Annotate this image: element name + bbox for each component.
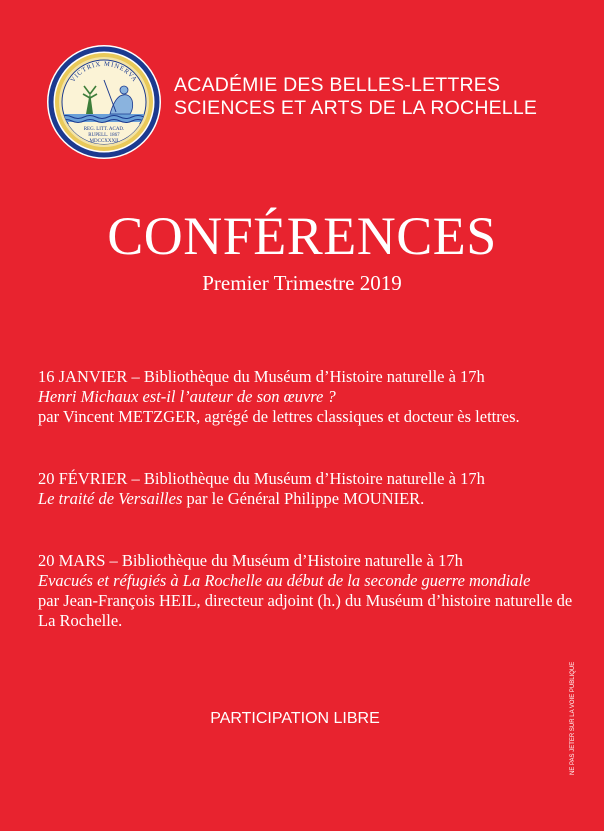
page-title: CONFÉRENCES [107,206,497,266]
seal-inscription-1: REG. LITT. ACAD. [83,127,125,132]
conference-title: Henri Michaux est-il l’auteur de son œuvre ? [38,387,336,406]
conference-date-place: 20 MARS – Bibliothèque du Muséum d’Histoire naturelle à 17h [38,551,463,570]
conference-item [38,469,578,509]
conference-item [38,367,578,427]
side-disclaimer-text: NE PAS JETER SUR LA VOIE PUBLIQUE [570,661,576,775]
academy-seal-logo [46,44,162,160]
conference-list [38,367,578,673]
academy-name-line-1: ACADÉMIE DES BELLES-LETTRES [174,74,501,96]
page-subtitle: Premier Trimestre 2019 [202,271,402,295]
conference-title: Evacués et réfugiés à La Rochelle au début de la seconde guerre mondiale [38,571,531,590]
conference-speaker: par Vincent METZGER, agrégé de lettres classiques et docteur ès lettres. [38,407,520,426]
academy-name [174,74,537,120]
conference-title-line [38,489,578,509]
conference-speaker: par le Général Philippe MOUNIER. [182,489,425,508]
seal-inscription-3: MDCCXXXII [89,139,119,144]
seal-motto: VICTRIX MINERVA [69,60,139,84]
participation-note: PARTICIPATION LIBRE [210,710,380,727]
side-disclaimer [570,645,580,775]
conference-item [38,551,578,631]
academy-name-line-2: SCIENCES ET ARTS DE LA ROCHELLE [174,97,538,119]
conference-title: Le traité de Versailles [38,489,183,508]
seal-inscription-2: RUPELL. 1867 [88,133,120,138]
conference-speaker: par Jean-François HEIL, directeur adjoint (h.) du Muséum d’histoire naturelle de La Rochelle. [38,591,573,630]
conference-date-place: 16 JANVIER – Bibliothèque du Muséum d’Histoire naturelle à 17h [38,367,485,386]
conference-date-place: 20 FÉVRIER – Bibliothèque du Muséum d’Histoire naturelle à 17h [38,469,485,488]
